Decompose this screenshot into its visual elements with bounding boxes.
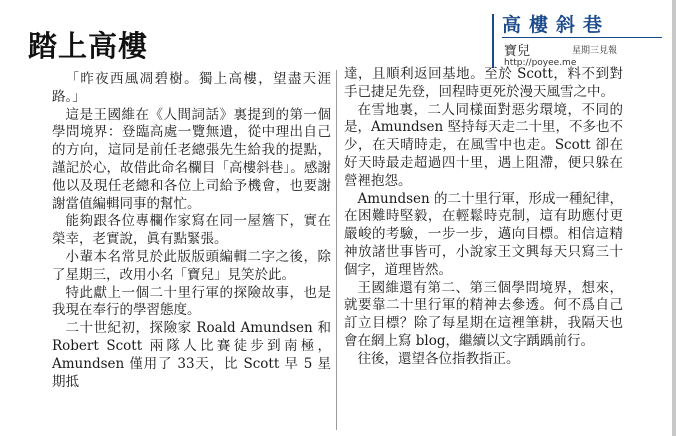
paragraph: Amundsen 的二十里行軍，形成一種紀律，在困難時堅毅，在輕鬆時克制，這有助應付更嚴峻的考驗，一步一步，邁向目標。相信這精神放諸世事皆可，小說家王文興每天只寫三十個字，道理皆然。 [344, 190, 623, 278]
paragraph: 「昨夜西風凋碧樹。獨上高樓，望盡天涯路。」 [52, 71, 331, 105]
paragraph: 二十世紀初，探險家 Roald Amundsen 和 Robert Scott 兩隊人比賽徒步到南極，Amundsen 僅用了 33天，比 Scott 早 5 星期抵 [52, 320, 331, 390]
column-divider [336, 70, 337, 430]
publish-day-note: 星期三見報 [572, 46, 618, 56]
paragraph: 往後，還望各位指教指正。 [357, 350, 520, 367]
paragraph: 王國維還有第二、第三個學問境界，想來，就要靠二十里行軍的精神去參透。何不爲自己訂立目標？除了每星期在這裡筆耕，我隔天也會在網上寫 blog，繼續以文字踽踽前行。 [344, 279, 623, 349]
paragraph: 小輩本名常見於此版版頭編輯二字之後，除了星期三，改用小名「寶兒」見笑於此。 [52, 248, 331, 283]
column-title: 高樓斜巷 [502, 14, 611, 36]
paragraph: 能夠跟各位專欄作家寫在同一屋簷下，實在榮幸，老實說，眞有點緊張。 [52, 213, 331, 248]
left-text-column [52, 71, 331, 391]
paragraph: 在雪地裏，二人同樣面對惡劣環境，不同的是，Amundsen 堅持每天走二十里，不多也不少，在天晴時走，在風雪中也走。Scott 卻在好天時最走超過四十里，遇上阻滯，便只躲在營裡抱怨。 [344, 101, 623, 189]
page-edge [672, 0, 676, 436]
masthead-bar [492, 14, 494, 68]
author-url[interactable]: http://poyee.me [504, 58, 577, 68]
article-headline: 踏上高樓 [28, 29, 149, 63]
right-text-column [344, 66, 623, 369]
author-name: 寶兒 [504, 44, 531, 59]
paragraph: 這是王國維在《人間詞話》裏提到的第一個學問境界：登臨高處一覽無遺，從中理出自己的方向，這同是前任老總張先生給我的提點，謹記於心，故借此命名欄目「高樓斜巷」。感謝他以及現任老總和各位上司給予機會，也要謝謝當值編輯同事的幫忙。 [52, 106, 331, 212]
paragraph: 特此獻上一個二十里行軍的探險故事，也是我現在奉行的學習態度。 [52, 284, 331, 319]
masthead-rule [502, 37, 662, 38]
paragraph: 達，且順利返回基地。至於 Scott，料不到對手已捷足先登，回程時更死於漫天風雪之中。 [344, 66, 623, 100]
column-masthead [480, 6, 670, 70]
